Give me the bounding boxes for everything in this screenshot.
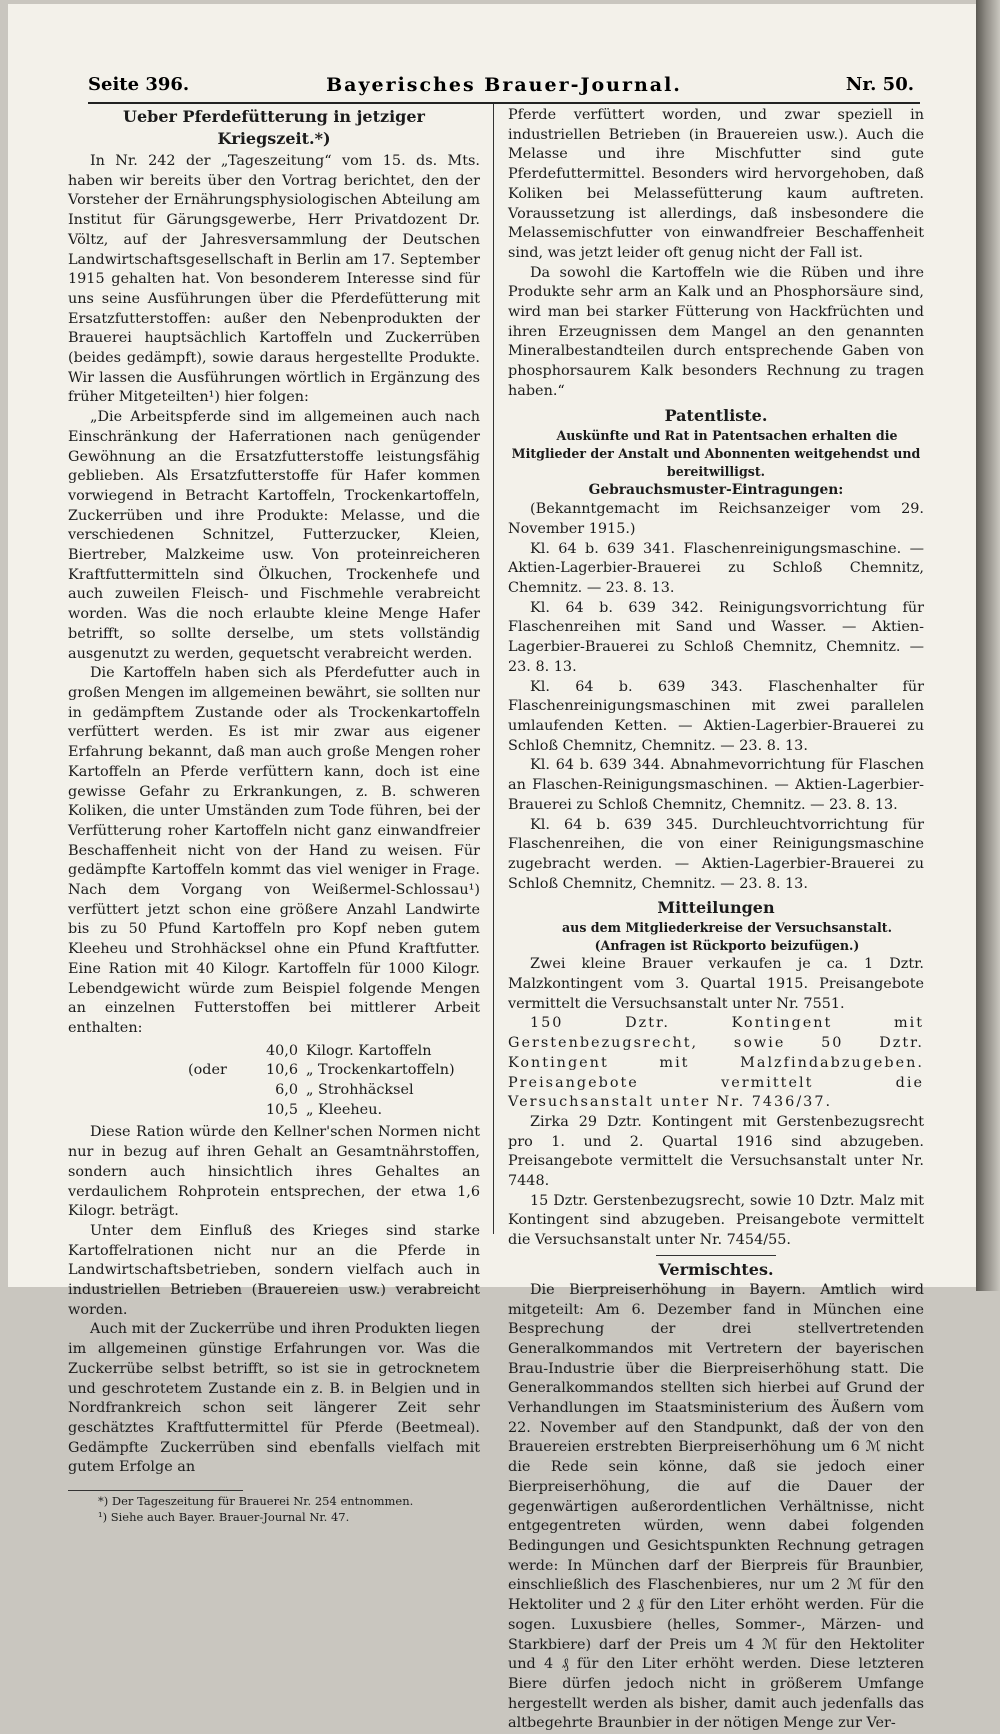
column-divider [493,104,494,1234]
notice-entry: Zirka 29 Dztr. Kontingent mit Gerstenbezugsrecht pro 1. und 2. Quartal 1916 sind abzugeben. Preisangebote vermittelt die Versuchsanstalt unter Nr. 7448. [508,1113,924,1190]
patent-entry: Kl. 64 b. 639 342. Reinigungsvorrichtung für Flaschenreihen mit Sand und Wasser. — Aktien-Lagerbier-Brauerei zu Schloß Chemnitz, Chemnitz. — 23. 8. 13. [508,599,924,675]
notice-entry: Zwei kleine Brauer verkaufen je ca. 1 Dztr. Malzkontingent vom 3. Quartal 1915. Preisangebote vermittelt die Versuchsanstalt unter Nr. 7551. [508,956,924,1012]
notice-entry: 15 Dztr. Gerstenbezugsrecht, sowie 10 Dztr. Malz mit Kontingent sind abzugeben. Preisangebote vermittelt die Versuchsanstalt unter Nr. 7454/55. [508,1192,924,1249]
page-header [88,74,920,104]
newspaper-page [8,4,976,1732]
book-binding-edge [976,0,1000,1291]
section-title-mitteilungen: Mitteilungen [657,898,775,918]
footnote: *) Der Tageszeitung für Brauerei Nr. 254 entnommen. [98,1494,414,1509]
patent-entry: Kl. 64 b. 639 343. Flaschenhalter für Flaschenreinigungsmaschinen mit zwei parallelen umlaufenden Ketten. — Aktien-Lagerbier-Brauerei zu Schloß Chemnitz, Chemnitz. — 23. 8. 13. [508,678,924,754]
feed-ration-table [188,1042,480,1121]
issue-number: Nr. 50. [845,74,914,95]
patent-entry: Kl. 64 b. 639 344. Abnahmevorrichtung für Flaschen an Flaschen-Reinigungsmaschinen. — Aktien-Lagerbier-Brauerei zu Schloß Chemnitz, Chemnitz. — 23. 8. 13. [508,757,924,813]
section-subtitle: aus dem Mitgliederkreise der Versuchsanstalt. [562,920,892,936]
paragraph: In Nr. 242 der „Tageszeitung“ vom 15. ds. Mts. haben wir bereits über den Vortrag berichtet, den der Vorsteher der Ernährungsphysiologischen Abteilung am Institut für Gärungsgewerbe, Herr Privatdozent Dr. Völtz, auf der Jahresversammlung der Deutschen Landwirtschaftsgesellschaft in Berlin am 17. September 1915 gehalten hat. Von besonderem Interesse sind für uns seine Ausführungen über die Pferdefütterung mit Ersatzfutterstoffen: außer den Nebenprodukten der Brauerei hauptsächlich Kartoffeln und Zuckerrüben (beides gedämpft), sowie daraus hergestellte Produkte. Wir lassen die Ausführungen wörtlich in Ergänzung des früher Mitgeteilten¹) hier folgen: [68,153,480,406]
paragraph: Die Kartoffeln haben sich als Pferdefutter auch in großen Mengen im allgemeinen bewährt, sie sollten nur in gedämpftem Zustande oder als Trockenkartoffeln verfüttert werden. Es ist mir zwar aus eigener Erfahrung bekannt, daß man auch große Mengen roher Kartoffeln an Pferde verfüttern kann, doch ist eine gewisse Gefahr zu Erkrankungen, z. B. schweren Koliken, die unter Umständen zum Tode führen, bei der Verfütterung roher Kartoffeln nicht ganz einwandfreier Beschaffenheit nicht von der Hand zu weisen. Für gedämpfte Kartoffeln kommt das viel weniger in Frage. Nach dem Vorgang von Weißermel-Schlossau¹) verfüttert jetzt schon eine größere Anzahl Landwirte bis zu 50 Pfund Kartoffeln pro Kopf neben gutem Kleeheu und Strohhäcksel ohne ein Pfund Kraftfutter. Eine Ration mit 40 Kilogr. Kartoffeln für 1000 Kilogr. Lebendgewicht würde zum Beispiel folgende Mengen an einzelnen Futterstoffen bei mittlerer Arbeit enthalten: [68,665,480,1036]
paragraph: Pferde verfüttert worden, und zwar speziell in industriellen Betrieben (in Brauereien usw.). Auch die Melasse und ihre Mischfutter sind gute Pferdefuttermittel. Besonders wird hervorgehoben, daß Koliken bei Melassefütterung kaum auftreten. Voraussetzung ist allerdings, daß insbesondere die Melassemischfutter von einwandfreier Beschaffenheit sind, was jetzt leider oft genug nicht der Fall ist. [508,107,924,261]
paragraph: Die Bierpreiserhöhung in Bayern. Amtlich wird mitgeteilt: Am 6. Dezember fand in München eine Besprechung der drei stellvertretenden Generalkommandos mit Vertretern der bayerischen Brau-Industrie über die Bierpreiserhöhung statt. Die Generalkommandos stellten sich hierbei auf Grund der Verhandlungen im Staatsministerium des Äußern vom 22. November auf den Standpunkt, daß der von den Brauereien erstrebten Bierpreiserhöhung um 6 ℳ nicht die Rede sein könne, daß sie jedoch einer Bierpreiserhöhung, die auf die Dauer der gegenwärtigen außerordentlichen Verhältnisse, nicht entgegentreten würden, wenn dabei folgenden Bedingungen und Gesichtspunkten Rechnung getragen werde: In München darf der Bierpreis für Braunbier, einschließlich des Flaschenbieres, nur um 2 ℳ für den Hektoliter und 2 ₰ für den Liter erhöht werden. Für die sogen. Luxusbiere (helles, Sommer-, Märzen- und Starkbiere) darf der Preis um 4 ℳ für den Hektoliter und 4 ₰ für den Liter erhöht werden. Diese letzteren Biere dürfen jedoch nicht in größerem Umfange hergestellt werden als bisher, damit auch jedenfalls das altbegehrte Braunbier in der nötigen Menge zur Ver- [508,1281,924,1732]
patent-entry: Kl. 64 b. 639 341. Flaschenreinigungsmaschine. — Aktien-Lagerbier-Brauerei zu Schloß Chemnitz, Chemnitz. — 23. 8. 13. [508,540,924,597]
footnote: ¹) Siehe auch Bayer. Brauer-Journal Nr. 47. [98,1509,350,1524]
journal-title: Bayerisches Brauer-Journal. [326,74,682,96]
paragraph: Auch mit der Zuckerrübe und ihren Produkten liegen im allgemeinen günstige Erfahrungen vor. Was die Zuckerrübe selbst betrifft, so ist sie in getrocknetem und geschrotetem Zustande ein z. B. in Belgien und in Nordfrankreich schon seit längerer Zeit sehr geschätztes Kraftfuttermittel für Pferde (Beetmeal). Gedämpfte Zuckerrüben sind ebenfalls vielfach mit gutem Erfolge an [68,1321,480,1476]
feed-row: (oder 10,6 „ Trockenkartoffeln) [188,1062,455,1079]
paragraph: Da sowohl die Kartoffeln wie die Rüben und ihre Produkte sehr arm an Kalk und an Phosphorsäure sind, wird man bei starker Fütterung von Hackfrüchten und ihren Erzeugnissen dem Mangel an den genannten Mineralbestandteilen durch entsprechende Gaben von phosphorsaurem Kalk besonders Rechnung zu tragen haben.“ [508,264,924,399]
header-rule [88,102,920,104]
article-title: Ueber Pferdefütterung in jetziger Kriegszeit.*) [123,107,425,148]
paragraph: Diese Ration würde den Kellner'schen Normen nicht nur in bezug auf ihren Gehalt an Gesamtnährstoffen, sondern auch hinsichtlich ihres Gehaltes an verdaulichem Rohprotein entsprechen, der etwa 1,6 Kilogr. beträgt. [68,1124,480,1220]
footnote-rule [68,1490,243,1491]
section-subtitle: Auskünfte und Rat in Patentsachen erhalten die Mitglieder der Anstalt und Abonnenten weitgehendst und bereitwilligst. [511,427,921,479]
paragraph: „Die Arbeitspferde sind im allgemeinen auch nach Einschränkung der Haferrationen nach genügender Gewöhnung an die Ersatzfutterstoffe leistungsfähig geblieben. Als Ersatzfutterstoffe für Hafer kommen vorwiegend in Betracht Kartoffeln, Trockenkartoffeln, Zuckerrüben und ihre Produkte: Melasse, und die verschiedenen Schnitzel, Futterzucker, Kleien, Biertreber, Malzkeime usw. Von proteinreicheren Kraftfuttermitteln sind Ölkuchen, Trockenhefe und auch zuweilen Fleisch- und Fischmehle verabreicht worden. Was die noch erlaubte kleine Menge Hafer betrifft, so sollte derselbe, um stets vollständig ausgenutzt zu werden, gequetscht verabreicht werden. [68,409,480,662]
feed-row: 6,0 „ Strohhäcksel [275,1082,414,1099]
announcement-note: (Bekanntgemacht im Reichsanzeiger vom 29. November 1915.) [508,501,924,537]
right-column [508,106,924,1734]
feed-row: 10,5 „ Kleeheu. [265,1101,383,1118]
left-column [68,106,480,1525]
page-number: Seite 396. [88,74,190,95]
subsection-title: Gebrauchsmuster-Eintragungen: [588,481,844,498]
notice-entry: 150 Dztr. Kontingent mit Gerstenbezugsrecht, sowie 50 Dztr. Kontingent mit Malzfindabzugeben. Preisangebote vermittelt die Versuchsanstalt unter Nr. 7436/37. [508,1015,924,1111]
section-rule [656,1255,776,1256]
feed-row: 40,0 Kilogr. Kartoffeln [265,1042,432,1059]
section-note: (Anfragen ist Rückporto beizufügen.) [594,938,860,954]
patent-entry: Kl. 64 b. 639 345. Durchleuchtvorrichtung für Flaschenreihen, die von einer Reinigungsmaschine zugebracht werden. — Aktien-Lagerbier-Brauerei zu Schloß Chemnitz, Chemnitz. — 23. 8. 13. [508,816,924,892]
section-title-patentliste: Patentliste. [664,405,768,425]
section-title-vermischtes: Vermischtes. [658,1259,774,1279]
paragraph: Unter dem Einfluß des Krieges sind starke Kartoffelrationen nicht nur an die Pferde in Landwirtschaftsbetrieben, sondern vielfach auch in industriellen Betrieben (Brauereien usw.) verabreicht worden. [68,1222,480,1318]
